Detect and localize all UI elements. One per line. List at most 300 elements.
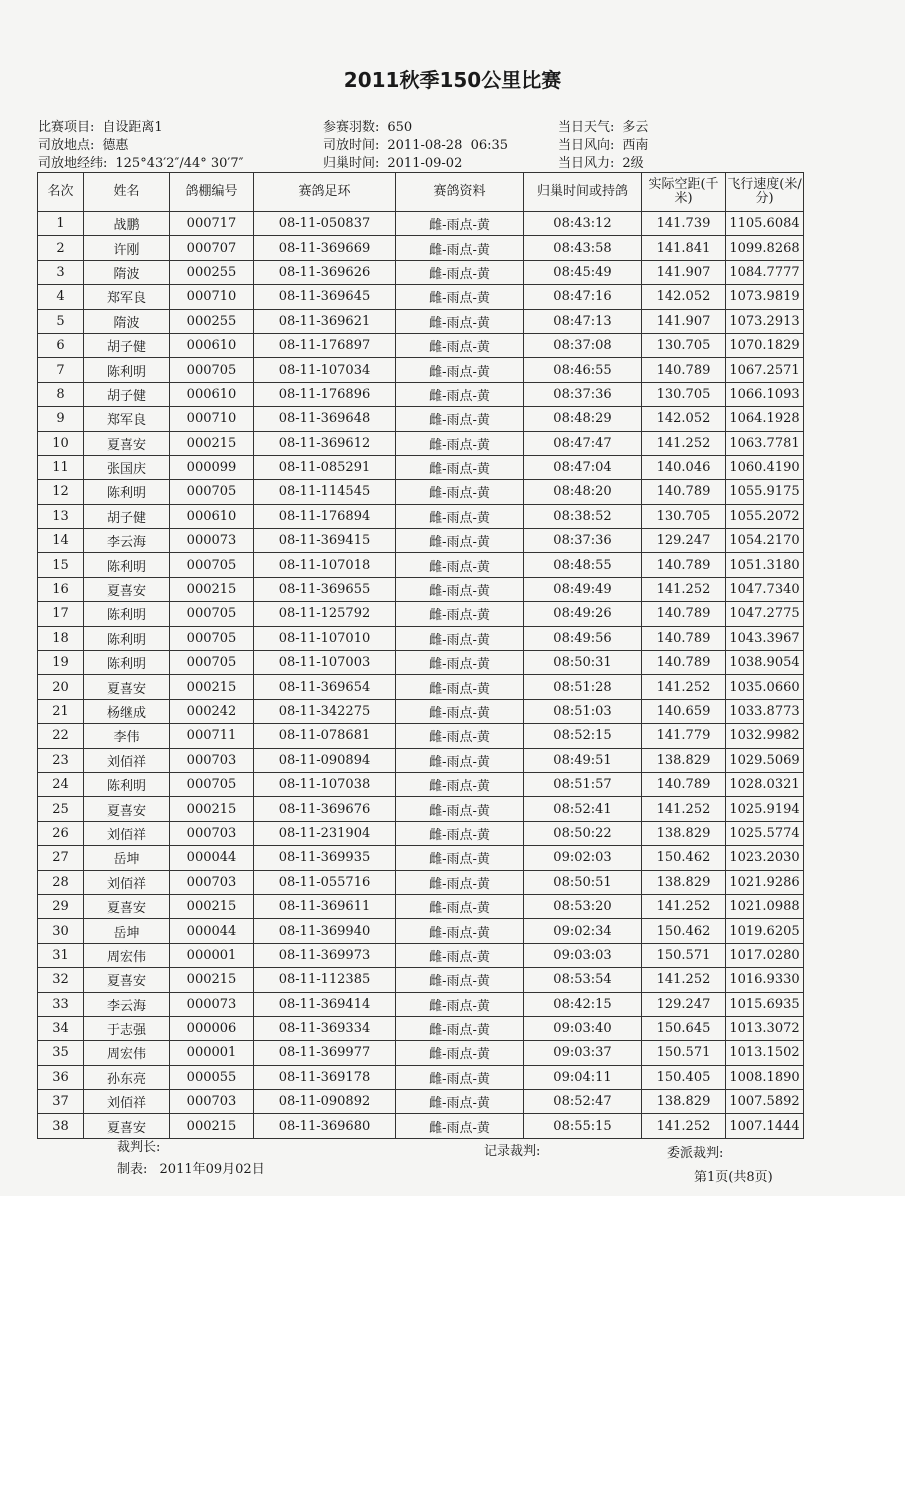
cell-speed: 1013.3072: [726, 1016, 804, 1040]
cell-loft-id: 000044: [170, 846, 254, 870]
cell-return-time: 08:47:13: [524, 309, 642, 333]
cell-pigeon-info: 雌-雨点-黄: [396, 504, 524, 528]
cell-rank: 25: [38, 797, 84, 821]
cell-distance: 129.247: [642, 529, 726, 553]
cell-pigeon-info: 雌-雨点-黄: [396, 846, 524, 870]
cell-loft-id: 000215: [170, 577, 254, 601]
cell-ring: 08-11-107018: [254, 553, 396, 577]
cell-name: 于志强: [84, 1016, 170, 1040]
cell-pigeon-info: 雌-雨点-黄: [396, 1090, 524, 1114]
return-date-info: [323, 152, 462, 171]
header-rank: 名次: [38, 173, 84, 212]
cell-rank: 4: [38, 285, 84, 309]
cell-ring: 08-11-369654: [254, 675, 396, 699]
cell-speed: 1067.2571: [726, 358, 804, 382]
cell-return-time: 08:55:15: [524, 1114, 642, 1138]
cell-loft-id: 000073: [170, 529, 254, 553]
cell-distance: 138.829: [642, 870, 726, 894]
cell-speed: 1025.5774: [726, 821, 804, 845]
cell-pigeon-info: 雌-雨点-黄: [396, 382, 524, 406]
cell-loft-id: 000215: [170, 894, 254, 918]
cell-distance: 130.705: [642, 382, 726, 406]
table-row: [38, 407, 804, 431]
cell-name: 夏喜安: [84, 1114, 170, 1138]
cell-ring: 08-11-369940: [254, 919, 396, 943]
table-row: [38, 212, 804, 236]
table-row: [38, 772, 804, 796]
cell-return-time: 08:51:28: [524, 675, 642, 699]
cell-ring: 08-11-050837: [254, 212, 396, 236]
cell-pigeon-info: 雌-雨点-黄: [396, 431, 524, 455]
cell-rank: 13: [38, 504, 84, 528]
table-row: [38, 529, 804, 553]
cell-loft-id: 000215: [170, 968, 254, 992]
cell-loft-id: 000610: [170, 333, 254, 357]
cell-loft-id: 000215: [170, 675, 254, 699]
cell-ring: 08-11-369935: [254, 846, 396, 870]
cell-name: 周宏伟: [84, 1041, 170, 1065]
cell-rank: 29: [38, 894, 84, 918]
cell-rank: 37: [38, 1090, 84, 1114]
cell-speed: 1084.7777: [726, 260, 804, 284]
cell-distance: 138.829: [642, 821, 726, 845]
header-loft-id: 鸽棚编号: [170, 173, 254, 212]
cell-loft-id: 000705: [170, 602, 254, 626]
cell-return-time: 08:50:31: [524, 651, 642, 675]
table-row: [38, 992, 804, 1016]
cell-name: 孙东亮: [84, 1065, 170, 1089]
cell-ring: 08-11-369680: [254, 1114, 396, 1138]
cell-name: 李云海: [84, 529, 170, 553]
cell-pigeon-info: 雌-雨点-黄: [396, 260, 524, 284]
header-speed: 飞行速度(米/分): [726, 173, 804, 212]
cell-pigeon-info: 雌-雨点-黄: [396, 407, 524, 431]
cell-name: 周宏伟: [84, 943, 170, 967]
event-info: [38, 116, 163, 135]
cell-ring: 08-11-369669: [254, 236, 396, 260]
cell-speed: 1028.0321: [726, 772, 804, 796]
cell-rank: 33: [38, 992, 84, 1016]
cell-name: 隋波: [84, 260, 170, 284]
header-return-time: 归巢时间或持鸽: [524, 173, 642, 212]
cell-pigeon-info: 雌-雨点-黄: [396, 480, 524, 504]
table-row: [38, 1090, 804, 1114]
cell-pigeon-info: 雌-雨点-黄: [396, 699, 524, 723]
cell-distance: 150.405: [642, 1065, 726, 1089]
cell-pigeon-info: 雌-雨点-黄: [396, 772, 524, 796]
cell-name: 胡子健: [84, 382, 170, 406]
cell-rank: 6: [38, 333, 84, 357]
header-distance: 实际空距(千米): [642, 173, 726, 212]
cell-ring: 08-11-369611: [254, 894, 396, 918]
cell-ring: 08-11-369645: [254, 285, 396, 309]
cell-rank: 9: [38, 407, 84, 431]
cell-return-time: 09:02:34: [524, 919, 642, 943]
cell-speed: 1051.3180: [726, 553, 804, 577]
cell-speed: 1025.9194: [726, 797, 804, 821]
table-row: [38, 626, 804, 650]
cell-pigeon-info: 雌-雨点-黄: [396, 602, 524, 626]
weather-value: 多云: [622, 120, 649, 135]
made-label: 制表:: [117, 1162, 148, 1177]
cell-return-time: 08:43:58: [524, 236, 642, 260]
cell-speed: 1063.7781: [726, 431, 804, 455]
cell-return-time: 08:50:51: [524, 870, 642, 894]
cell-speed: 1073.9819: [726, 285, 804, 309]
cell-name: 张国庆: [84, 455, 170, 479]
cell-speed: 1023.2030: [726, 846, 804, 870]
cell-rank: 38: [38, 1114, 84, 1138]
cell-ring: 08-11-090892: [254, 1090, 396, 1114]
cell-distance: 150.571: [642, 1041, 726, 1065]
coords-value: 125°43′2″/44° 30′7″: [115, 156, 244, 171]
cell-pigeon-info: 雌-雨点-黄: [396, 1065, 524, 1089]
table-row: [38, 577, 804, 601]
cell-name: 陈利明: [84, 480, 170, 504]
cell-loft-id: 000044: [170, 919, 254, 943]
cell-loft-id: 000705: [170, 651, 254, 675]
cell-rank: 20: [38, 675, 84, 699]
cell-ring: 08-11-176894: [254, 504, 396, 528]
table-row: [38, 358, 804, 382]
cell-return-time: 08:49:56: [524, 626, 642, 650]
cell-speed: 1032.9982: [726, 724, 804, 748]
made-date: 2011年09月02日: [159, 1162, 265, 1177]
cell-pigeon-info: 雌-雨点-黄: [396, 529, 524, 553]
cell-rank: 24: [38, 772, 84, 796]
cell-speed: 1099.8268: [726, 236, 804, 260]
cell-pigeon-info: 雌-雨点-黄: [396, 626, 524, 650]
cell-return-time: 08:37:36: [524, 529, 642, 553]
cell-return-time: 08:47:16: [524, 285, 642, 309]
cell-ring: 08-11-369648: [254, 407, 396, 431]
cell-distance: 140.789: [642, 651, 726, 675]
table-row: [38, 943, 804, 967]
cell-speed: 1021.0988: [726, 894, 804, 918]
cell-rank: 5: [38, 309, 84, 333]
cell-distance: 140.789: [642, 480, 726, 504]
cell-name: 刘佰祥: [84, 1090, 170, 1114]
coords-info: [38, 152, 244, 171]
cell-speed: 1064.1928: [726, 407, 804, 431]
event-label: 比赛项目:: [38, 120, 95, 135]
cell-distance: 142.052: [642, 285, 726, 309]
cell-name: 刘佰祥: [84, 748, 170, 772]
cell-rank: 10: [38, 431, 84, 455]
cell-loft-id: 000710: [170, 407, 254, 431]
cell-return-time: 08:38:52: [524, 504, 642, 528]
coords-label: 司放地经纬:: [38, 156, 108, 171]
cell-rank: 17: [38, 602, 84, 626]
cell-loft-id: 000610: [170, 504, 254, 528]
cell-return-time: 08:50:22: [524, 821, 642, 845]
cell-ring: 08-11-125792: [254, 602, 396, 626]
cell-loft-id: 000215: [170, 431, 254, 455]
cell-ring: 08-11-176897: [254, 333, 396, 357]
cell-return-time: 08:43:12: [524, 212, 642, 236]
cell-ring: 08-11-369655: [254, 577, 396, 601]
cell-ring: 08-11-107034: [254, 358, 396, 382]
cell-ring: 08-11-369973: [254, 943, 396, 967]
cell-pigeon-info: 雌-雨点-黄: [396, 577, 524, 601]
table-row: [38, 260, 804, 284]
cell-pigeon-info: 雌-雨点-黄: [396, 212, 524, 236]
cell-pigeon-info: 雌-雨点-黄: [396, 1114, 524, 1138]
cell-pigeon-info: 雌-雨点-黄: [396, 724, 524, 748]
cell-name: 隋波: [84, 309, 170, 333]
cell-distance: 141.252: [642, 577, 726, 601]
cell-ring: 08-11-369621: [254, 309, 396, 333]
cell-rank: 19: [38, 651, 84, 675]
cell-pigeon-info: 雌-雨点-黄: [396, 675, 524, 699]
cell-distance: 141.252: [642, 797, 726, 821]
cell-ring: 08-11-369414: [254, 992, 396, 1016]
cell-name: 胡子健: [84, 504, 170, 528]
cell-name: 战鹏: [84, 212, 170, 236]
cell-loft-id: 000705: [170, 358, 254, 382]
weather-info: [558, 116, 648, 135]
cell-speed: 1060.4190: [726, 455, 804, 479]
cell-distance: 141.252: [642, 894, 726, 918]
cell-rank: 34: [38, 1016, 84, 1040]
cell-pigeon-info: 雌-雨点-黄: [396, 358, 524, 382]
table-row: [38, 480, 804, 504]
cell-return-time: 08:47:04: [524, 455, 642, 479]
cell-return-time: 08:45:49: [524, 260, 642, 284]
cell-return-time: 08:42:15: [524, 992, 642, 1016]
cell-distance: 140.046: [642, 455, 726, 479]
cell-name: 夏喜安: [84, 894, 170, 918]
cell-loft-id: 000703: [170, 870, 254, 894]
cell-distance: 130.705: [642, 333, 726, 357]
cell-ring: 08-11-369676: [254, 797, 396, 821]
cell-loft-id: 000215: [170, 797, 254, 821]
cell-name: 杨继成: [84, 699, 170, 723]
cell-name: 陈利明: [84, 602, 170, 626]
cell-return-time: 09:02:03: [524, 846, 642, 870]
cell-return-time: 08:48:29: [524, 407, 642, 431]
cell-rank: 1: [38, 212, 84, 236]
header-ring: 赛鸽足环: [254, 173, 396, 212]
cell-return-time: 08:48:55: [524, 553, 642, 577]
cell-ring: 08-11-369178: [254, 1065, 396, 1089]
cell-ring: 08-11-369415: [254, 529, 396, 553]
wind-direction-info: [558, 134, 648, 153]
cell-ring: 08-11-369626: [254, 260, 396, 284]
cell-distance: 141.841: [642, 236, 726, 260]
made-by: [117, 1158, 265, 1177]
cell-distance: 141.907: [642, 309, 726, 333]
cell-pigeon-info: 雌-雨点-黄: [396, 309, 524, 333]
cell-name: 许刚: [84, 236, 170, 260]
cell-ring: 08-11-342275: [254, 699, 396, 723]
wind-force-label: 当日风力:: [558, 156, 615, 171]
cell-pigeon-info: 雌-雨点-黄: [396, 236, 524, 260]
cell-distance: 141.739: [642, 212, 726, 236]
cell-speed: 1038.9054: [726, 651, 804, 675]
cell-speed: 1029.5069: [726, 748, 804, 772]
header-name: 姓名: [84, 173, 170, 212]
table-row: [38, 821, 804, 845]
cell-loft-id: 000255: [170, 260, 254, 284]
cell-return-time: 08:49:51: [524, 748, 642, 772]
cell-speed: 1105.6084: [726, 212, 804, 236]
cell-speed: 1008.1890: [726, 1065, 804, 1089]
cell-name: 夏喜安: [84, 797, 170, 821]
table-row: [38, 846, 804, 870]
table-row: [38, 748, 804, 772]
cell-loft-id: 000255: [170, 309, 254, 333]
cell-loft-id: 000215: [170, 1114, 254, 1138]
cell-distance: 141.252: [642, 1114, 726, 1138]
cell-name: 陈利明: [84, 772, 170, 796]
header-row: [38, 173, 804, 212]
cell-ring: 08-11-107003: [254, 651, 396, 675]
cell-loft-id: 000710: [170, 285, 254, 309]
entries-label: 参赛羽数:: [323, 120, 380, 135]
cell-ring: 08-11-107010: [254, 626, 396, 650]
release-time-label: 司放时间:: [323, 138, 380, 153]
cell-name: 夏喜安: [84, 968, 170, 992]
cell-distance: 150.462: [642, 846, 726, 870]
table-row: [38, 870, 804, 894]
cell-loft-id: 000703: [170, 748, 254, 772]
cell-distance: 140.789: [642, 626, 726, 650]
return-date-value: 2011-09-02: [387, 156, 463, 171]
cell-name: 夏喜安: [84, 577, 170, 601]
page-title: 2011秋季150公里比赛: [343, 68, 562, 92]
cell-rank: 16: [38, 577, 84, 601]
cell-name: 郑军良: [84, 407, 170, 431]
cell-pigeon-info: 雌-雨点-黄: [396, 894, 524, 918]
wind-force-value: 2级: [622, 156, 644, 171]
chief-judge-label: 裁判长:: [117, 1140, 161, 1155]
cell-distance: 140.789: [642, 772, 726, 796]
cell-distance: 129.247: [642, 992, 726, 1016]
cell-speed: 1033.8773: [726, 699, 804, 723]
cell-return-time: 08:52:47: [524, 1090, 642, 1114]
table-row: [38, 699, 804, 723]
cell-name: 刘佰祥: [84, 870, 170, 894]
cell-loft-id: 000242: [170, 699, 254, 723]
cell-return-time: 08:52:41: [524, 797, 642, 821]
cell-pigeon-info: 雌-雨点-黄: [396, 992, 524, 1016]
cell-rank: 2: [38, 236, 84, 260]
cell-loft-id: 000717: [170, 212, 254, 236]
cell-speed: 1015.6935: [726, 992, 804, 1016]
table-row: [38, 455, 804, 479]
cell-pigeon-info: 雌-雨点-黄: [396, 821, 524, 845]
cell-speed: 1055.9175: [726, 480, 804, 504]
cell-ring: 08-11-107038: [254, 772, 396, 796]
cell-distance: 150.571: [642, 943, 726, 967]
cell-pigeon-info: 雌-雨点-黄: [396, 333, 524, 357]
table-row: [38, 724, 804, 748]
cell-speed: 1073.2913: [726, 309, 804, 333]
cell-distance: 138.829: [642, 1090, 726, 1114]
entries-info: [323, 116, 412, 135]
cell-speed: 1054.2170: [726, 529, 804, 553]
results-table: [37, 172, 804, 1139]
cell-return-time: 08:49:26: [524, 602, 642, 626]
wind-direction-label: 当日风向:: [558, 138, 615, 153]
results-body: [38, 212, 804, 1139]
cell-pigeon-info: 雌-雨点-黄: [396, 968, 524, 992]
table-row: [38, 1016, 804, 1040]
table-row: [38, 797, 804, 821]
cell-rank: 32: [38, 968, 84, 992]
cell-speed: 1047.7340: [726, 577, 804, 601]
cell-return-time: 08:49:49: [524, 577, 642, 601]
cell-distance: 141.252: [642, 431, 726, 455]
cell-return-time: 08:53:54: [524, 968, 642, 992]
cell-speed: 1047.2775: [726, 602, 804, 626]
cell-distance: 130.705: [642, 504, 726, 528]
cell-rank: 23: [38, 748, 84, 772]
cell-name: 岳坤: [84, 846, 170, 870]
cell-loft-id: 000705: [170, 553, 254, 577]
cell-ring: 08-11-090894: [254, 748, 396, 772]
cell-name: 岳坤: [84, 919, 170, 943]
cell-distance: 142.052: [642, 407, 726, 431]
cell-speed: 1070.1829: [726, 333, 804, 357]
table-row: [38, 285, 804, 309]
cell-return-time: 09:03:40: [524, 1016, 642, 1040]
cell-return-time: 09:03:37: [524, 1041, 642, 1065]
cell-loft-id: 000711: [170, 724, 254, 748]
cell-pigeon-info: 雌-雨点-黄: [396, 553, 524, 577]
cell-loft-id: 000055: [170, 1065, 254, 1089]
cell-distance: 141.252: [642, 968, 726, 992]
cell-speed: 1013.1502: [726, 1041, 804, 1065]
cell-loft-id: 000703: [170, 821, 254, 845]
table-row: [38, 894, 804, 918]
cell-rank: 3: [38, 260, 84, 284]
cell-return-time: 08:37:36: [524, 382, 642, 406]
delegate-label: 委派裁判:: [667, 1146, 724, 1161]
cell-rank: 28: [38, 870, 84, 894]
cell-pigeon-info: 雌-雨点-黄: [396, 1016, 524, 1040]
table-row: [38, 1041, 804, 1065]
table-row: [38, 309, 804, 333]
cell-return-time: 08:51:03: [524, 699, 642, 723]
cell-ring: 08-11-055716: [254, 870, 396, 894]
return-date-label: 归巢时间:: [323, 156, 380, 171]
cell-name: 陈利明: [84, 553, 170, 577]
cell-rank: 36: [38, 1065, 84, 1089]
cell-loft-id: 000006: [170, 1016, 254, 1040]
cell-loft-id: 000099: [170, 455, 254, 479]
table-row: [38, 602, 804, 626]
cell-return-time: 09:04:11: [524, 1065, 642, 1089]
table-row: [38, 504, 804, 528]
cell-pigeon-info: 雌-雨点-黄: [396, 1041, 524, 1065]
cell-rank: 14: [38, 529, 84, 553]
cell-ring: 08-11-114545: [254, 480, 396, 504]
cell-distance: 140.789: [642, 602, 726, 626]
cell-loft-id: 000001: [170, 1041, 254, 1065]
table-row: [38, 1114, 804, 1138]
cell-ring: 08-11-369612: [254, 431, 396, 455]
cell-return-time: 08:46:55: [524, 358, 642, 382]
cell-distance: 141.252: [642, 675, 726, 699]
cell-speed: 1021.9286: [726, 870, 804, 894]
cell-loft-id: 000001: [170, 943, 254, 967]
recorder-label: 记录裁判:: [484, 1144, 541, 1159]
cell-ring: 08-11-085291: [254, 455, 396, 479]
cell-ring: 08-11-231904: [254, 821, 396, 845]
cell-rank: 26: [38, 821, 84, 845]
